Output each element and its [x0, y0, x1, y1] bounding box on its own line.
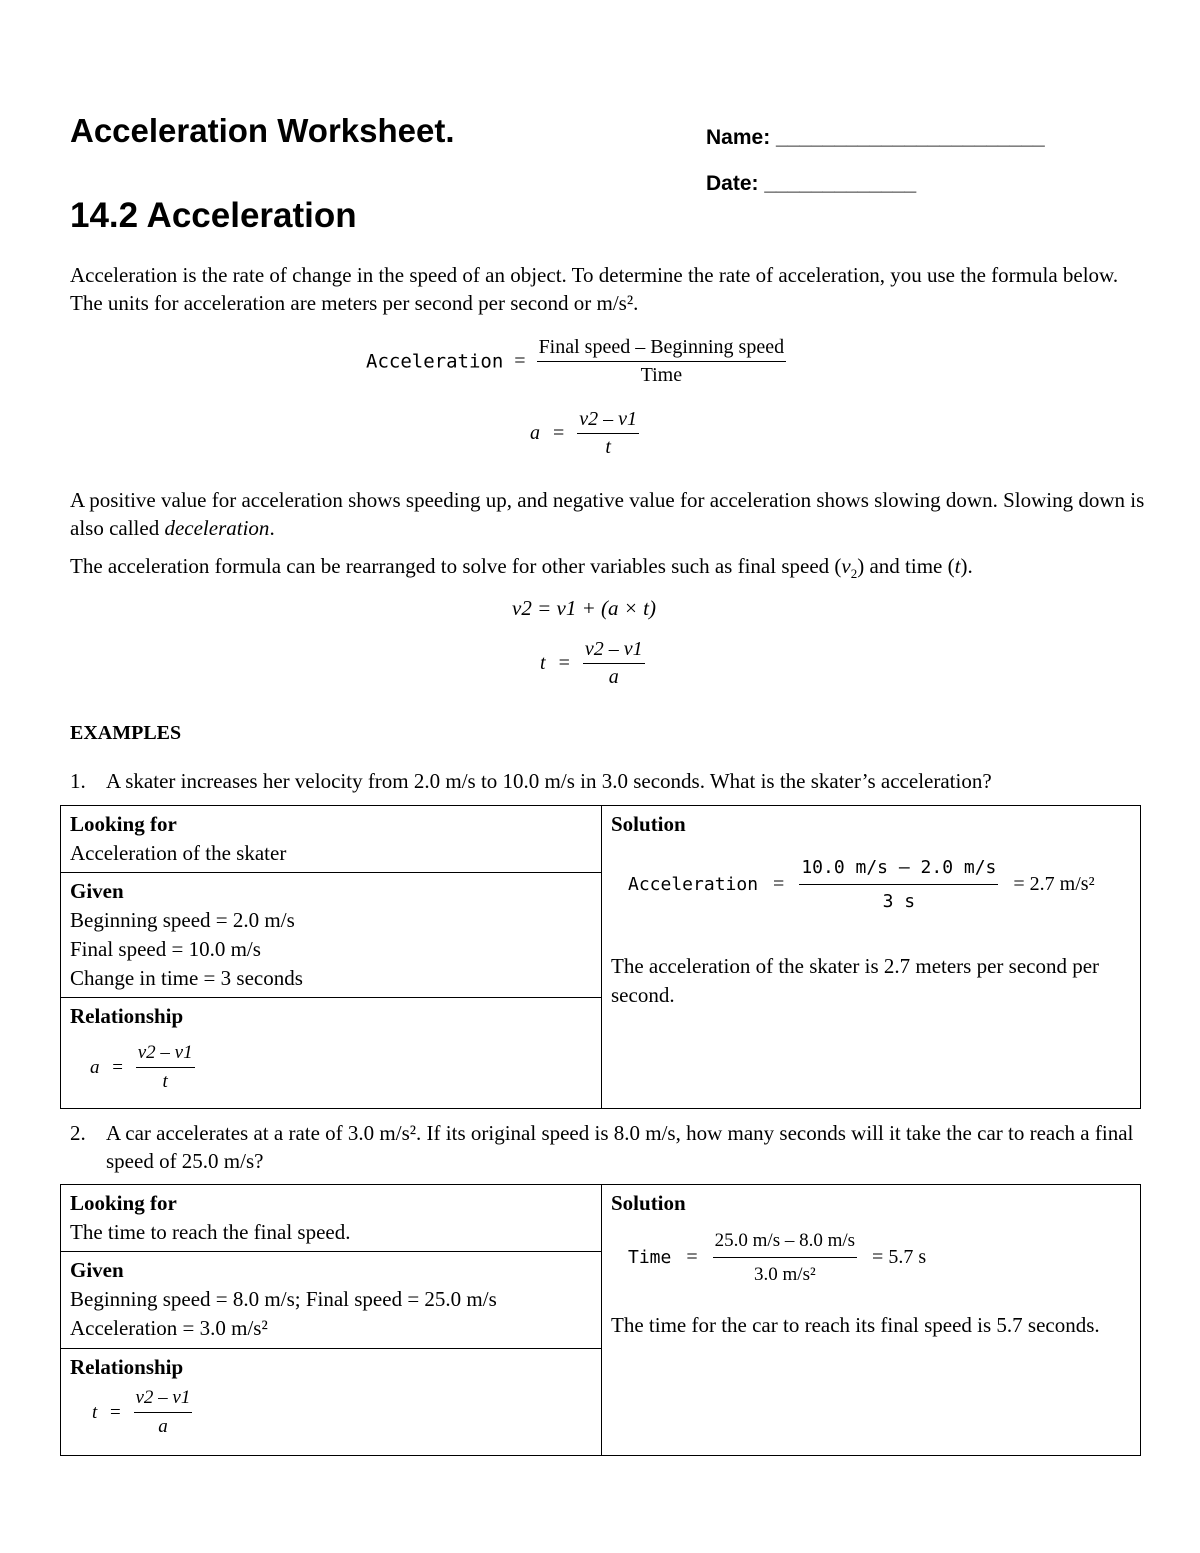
given-label: Given — [70, 879, 124, 903]
relationship-lhs: a — [90, 1057, 100, 1078]
relationship-numerator: v2 – v1 — [134, 1386, 193, 1413]
name-label: Name: — [706, 126, 777, 149]
example-1-solution-cell — [602, 806, 1141, 1109]
solution-denominator: 3 s — [882, 891, 916, 912]
symbol-lhs: a — [530, 422, 540, 444]
looking-for-value: The time to reach the final speed. — [70, 1220, 351, 1244]
solution-numerator: 25.0 m/s – 8.0 m/s — [713, 1226, 857, 1258]
word-formula — [366, 336, 786, 387]
relationship-denominator: a — [158, 1416, 168, 1437]
solution-lhs: Time — [628, 1247, 672, 1268]
sign-text: A positive value for acceleration shows speeding up, and negative value for acceleration shows slowing down. Slowing down is also called — [70, 488, 1145, 540]
t-denominator: a — [608, 666, 619, 688]
example-2-number: 2. — [70, 1121, 86, 1145]
symbol-denominator: t — [605, 436, 611, 458]
rearrange-t: t — [954, 554, 961, 578]
symbol-formula: a = $\frac{v2 - v1}{t}$ — [530, 408, 638, 458]
example-2-solution-equation: Time = $\frac{25.0 m/s - 8.0 m/s}{\text{3.0 m/s²}}$ = 5.7 s — [628, 1226, 1131, 1289]
example-2-relationship-cell — [61, 1349, 602, 1456]
rearrange-v2-sub: 2 — [850, 566, 858, 582]
example-2-question — [70, 1119, 1145, 1175]
solution-label: Solution — [611, 812, 686, 836]
looking-for-label: Looking for — [70, 1191, 177, 1215]
rearrange-v2: v — [841, 554, 851, 578]
solution-label: Solution — [611, 1191, 686, 1215]
rearrange-text-3: ). — [960, 554, 973, 578]
solution-lhs: Acceleration — [628, 874, 759, 895]
given-item: Beginning speed = 8.0 m/s; Final speed = 25.0 m/s — [70, 1287, 497, 1311]
solution-result: = 5.7 s — [872, 1246, 927, 1268]
t-lhs: t — [540, 652, 546, 674]
examples-heading: EXAMPLES — [70, 722, 182, 744]
date-field[interactable] — [706, 172, 916, 196]
rearrange-paragraph — [70, 552, 1145, 580]
date-label: Date: — [706, 172, 765, 195]
formula-eq: = — [514, 350, 526, 372]
solution-denominator: 3.0 m/s² — [754, 1264, 816, 1285]
relationship-equation: t = $\frac{v2 - v1}{a}$ — [92, 1387, 191, 1437]
looking-for-label: Looking for — [70, 812, 177, 836]
section-title: 14.2 Acceleration — [70, 196, 357, 235]
example-1-solution-equation: Acceleration = $\frac{10.0 m/s - 2.0 m/s}{3 s}$ = 2.7 m/s² — [628, 853, 1131, 916]
formula-numerator: Final speed – Beginning speed — [537, 336, 787, 362]
example-1-looking-for-cell — [61, 806, 602, 873]
solution-numerator: 10.0 m/s – 2.0 m/s — [799, 853, 998, 885]
t-equation: t = $\frac{v2 - v1}{a}$ — [540, 638, 643, 688]
name-blank: _______________________ — [776, 126, 1045, 149]
example-2-question-text: A car accelerates at a rate of 3.0 m/s². If its original speed is 8.0 m/s, how many seconds will it take the car to reach a final speed of 25.0 m/s? — [106, 1121, 1134, 1173]
relationship-denominator: t — [162, 1071, 168, 1092]
formula-lhs: Acceleration — [366, 350, 504, 373]
solution-text: The time for the car to reach its final speed is 5.7 seconds. — [611, 1313, 1100, 1337]
rearrange-text-1: The acceleration formula can be rearranged to solve for other variables such as final speed ( — [70, 554, 842, 578]
given-item: Beginning speed = 2.0 m/s — [70, 908, 295, 932]
sign-end: . — [269, 516, 275, 540]
example-1-number: 1. — [70, 769, 86, 793]
given-label: Given — [70, 1258, 124, 1282]
deceleration-term: deceleration — [164, 516, 270, 540]
solution-result: = 2.7 m/s² — [1013, 873, 1095, 895]
example-2-solution-cell — [602, 1185, 1141, 1456]
symbol-numerator: v2 – v1 — [577, 408, 639, 434]
looking-for-value: Acceleration of the skater — [70, 841, 287, 865]
relationship-numerator: v2 – v1 — [136, 1041, 195, 1068]
intro-paragraph: Acceleration is the rate of change in the speed of an object. To determine the rate of acceleration, you use the formula below. The units for acceleration are meters per second per second or m/s². — [70, 263, 1119, 315]
relationship-label: Relationship — [70, 1355, 184, 1379]
given-item: Final speed = 10.0 m/s — [70, 937, 261, 961]
example-1-relationship-cell — [61, 998, 602, 1109]
example-1-table — [60, 805, 1141, 1109]
relationship-label: Relationship — [70, 1004, 184, 1028]
example-2-looking-for-cell — [61, 1185, 602, 1252]
date-blank: _____________ — [764, 172, 917, 195]
v2-equation: v2 = v1 + (a × t) — [512, 596, 656, 620]
rearrange-text-2: ) and time ( — [857, 554, 955, 578]
example-1-question-text: A skater increases her velocity from 2.0 m/s to 10.0 m/s in 3.0 seconds. What is the skater’s acceleration? — [106, 769, 992, 793]
t-numerator: v2 – v1 — [583, 638, 645, 664]
name-field[interactable] — [706, 126, 1045, 150]
given-item: Acceleration = 3.0 m/s² — [70, 1316, 268, 1340]
worksheet-title: Acceleration Worksheet. — [70, 112, 455, 149]
example-1-given-cell — [61, 873, 602, 998]
solution-text: The acceleration of the skater is 2.7 meters per second per second. — [611, 954, 1100, 1007]
relationship-lhs: t — [92, 1402, 98, 1423]
given-item: Change in time = 3 seconds — [70, 966, 303, 990]
example-1-question — [70, 767, 1145, 795]
relationship-equation: a = $\frac{v2 - v1}{t}$ — [90, 1042, 193, 1092]
formula-denominator: Time — [640, 364, 683, 386]
example-2-table — [60, 1184, 1141, 1456]
sign-paragraph — [70, 486, 1145, 542]
example-2-given-cell — [61, 1252, 602, 1349]
